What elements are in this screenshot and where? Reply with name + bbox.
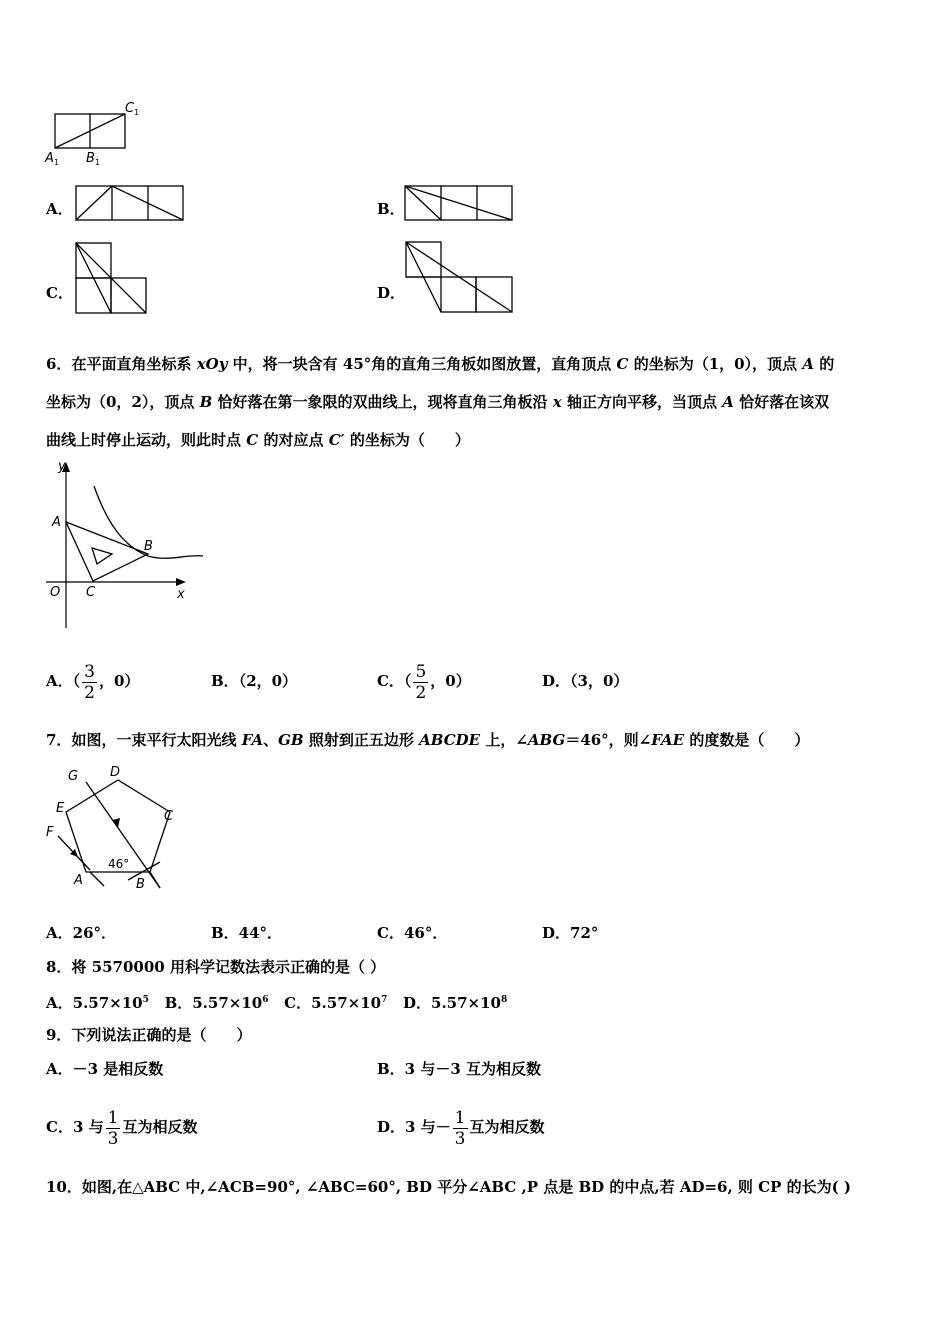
q5-option-b-figure xyxy=(403,184,515,224)
q7-option-b: B．44°． xyxy=(211,924,283,942)
label-y: y xyxy=(58,459,66,474)
label-c: C xyxy=(86,585,96,600)
q6-stem: 6．在平面直角坐标系 xOy 中，将一块含有 45°角的直角三角板如图放置，直角顶点 C 的坐标为（1，0），顶点 A 的 坐标为（0，2），顶点 B 恰好落在第一象限的双曲线上，现将直角三角板沿 x 轴正方向平移，当顶点 A 恰好落在该双 曲线上时停止运动，则此时点 C 的对应点 C′ 的坐标为（ ） xyxy=(46,355,835,449)
label-a: A xyxy=(52,515,61,530)
q9-option-d: D．3 与－ $\frac{1}{3}$ 互为相反数 xyxy=(377,1107,545,1149)
label-d: D xyxy=(110,765,121,780)
q8-option-b: B．$5.57\times 10^6$ xyxy=(164,994,269,1012)
q7-pentagon-figure xyxy=(40,760,190,895)
label-b: B xyxy=(136,877,145,892)
q9-option-b: B．3 与－3 互为相反数 xyxy=(377,1060,541,1078)
q6-option-b: B．（2，0） xyxy=(211,672,298,690)
label-x: x xyxy=(177,587,185,602)
q7-option-a: A．26°． xyxy=(46,924,117,942)
q7-stem: 7．如图，一束平行太阳光线 FA、GB 照射到正五边形 ABCDE 上，∠ABG＝46°，则∠FAE 的度数是（ ） xyxy=(46,731,810,749)
q6-coordinate-figure xyxy=(40,458,210,632)
label-e: E xyxy=(56,801,65,816)
q8-options xyxy=(46,990,507,1013)
label-b1: B xyxy=(86,151,95,166)
label-c: C xyxy=(164,809,174,824)
q9-option-a: A．－3 是相反数 xyxy=(46,1060,164,1078)
label-b: B xyxy=(144,539,153,554)
q5-option-a-figure xyxy=(74,184,186,224)
q6-option-a: A．（ $\frac{3}{2}$ ，0） xyxy=(46,661,140,703)
svg-text:1: 1 xyxy=(54,158,60,167)
label-angle-46: 46° xyxy=(108,857,130,871)
q7-option-d: D．72° xyxy=(542,924,599,942)
q5-option-d-figure xyxy=(403,240,517,316)
q8-option-a: A．$5.57\times 10^5$ xyxy=(46,994,149,1012)
q5-option-c-label: C． xyxy=(46,284,73,302)
q5-reference-figure xyxy=(40,98,160,170)
q8-stem: 8．将 5570000 用科学记数法表示正确的是（ ） xyxy=(46,958,386,976)
q7-option-c: C．46°． xyxy=(377,924,448,942)
q10-stem: 10．如图,在△ABC 中,∠ACB=90°, ∠ABC=60°, BD 平分∠ABC ,P 点是 BD 的中点,若 AD=6, 则 CP 的长为( ) xyxy=(46,1178,852,1196)
q9-stem: 9．下列说法正确的是（ ） xyxy=(46,1026,252,1044)
svg-text:1: 1 xyxy=(134,108,140,117)
label-a1: A xyxy=(45,151,54,166)
q5-option-a-label: A． xyxy=(46,200,73,218)
label-c1: C xyxy=(125,101,135,116)
label-g: G xyxy=(68,769,79,784)
q9-option-c: C．3 与 $\frac{1}{3}$ 互为相反数 xyxy=(46,1107,198,1149)
q8-option-d: D．$5.57\times 10^8$ xyxy=(403,994,508,1012)
q8-option-c: C．$5.57\times 10^7$ xyxy=(284,994,388,1012)
svg-text:1: 1 xyxy=(95,158,101,167)
q5-option-c-figure xyxy=(74,241,150,317)
q6-option-c: C．（ $\frac{5}{2}$ ，0） xyxy=(377,661,471,703)
q5-option-b-label: B． xyxy=(377,200,405,218)
q6-option-d: D．（3，0） xyxy=(542,672,629,690)
q5-option-d-label: D． xyxy=(377,284,406,302)
label-f: F xyxy=(46,825,54,840)
label-a: A xyxy=(74,873,83,888)
label-o: O xyxy=(50,585,61,600)
